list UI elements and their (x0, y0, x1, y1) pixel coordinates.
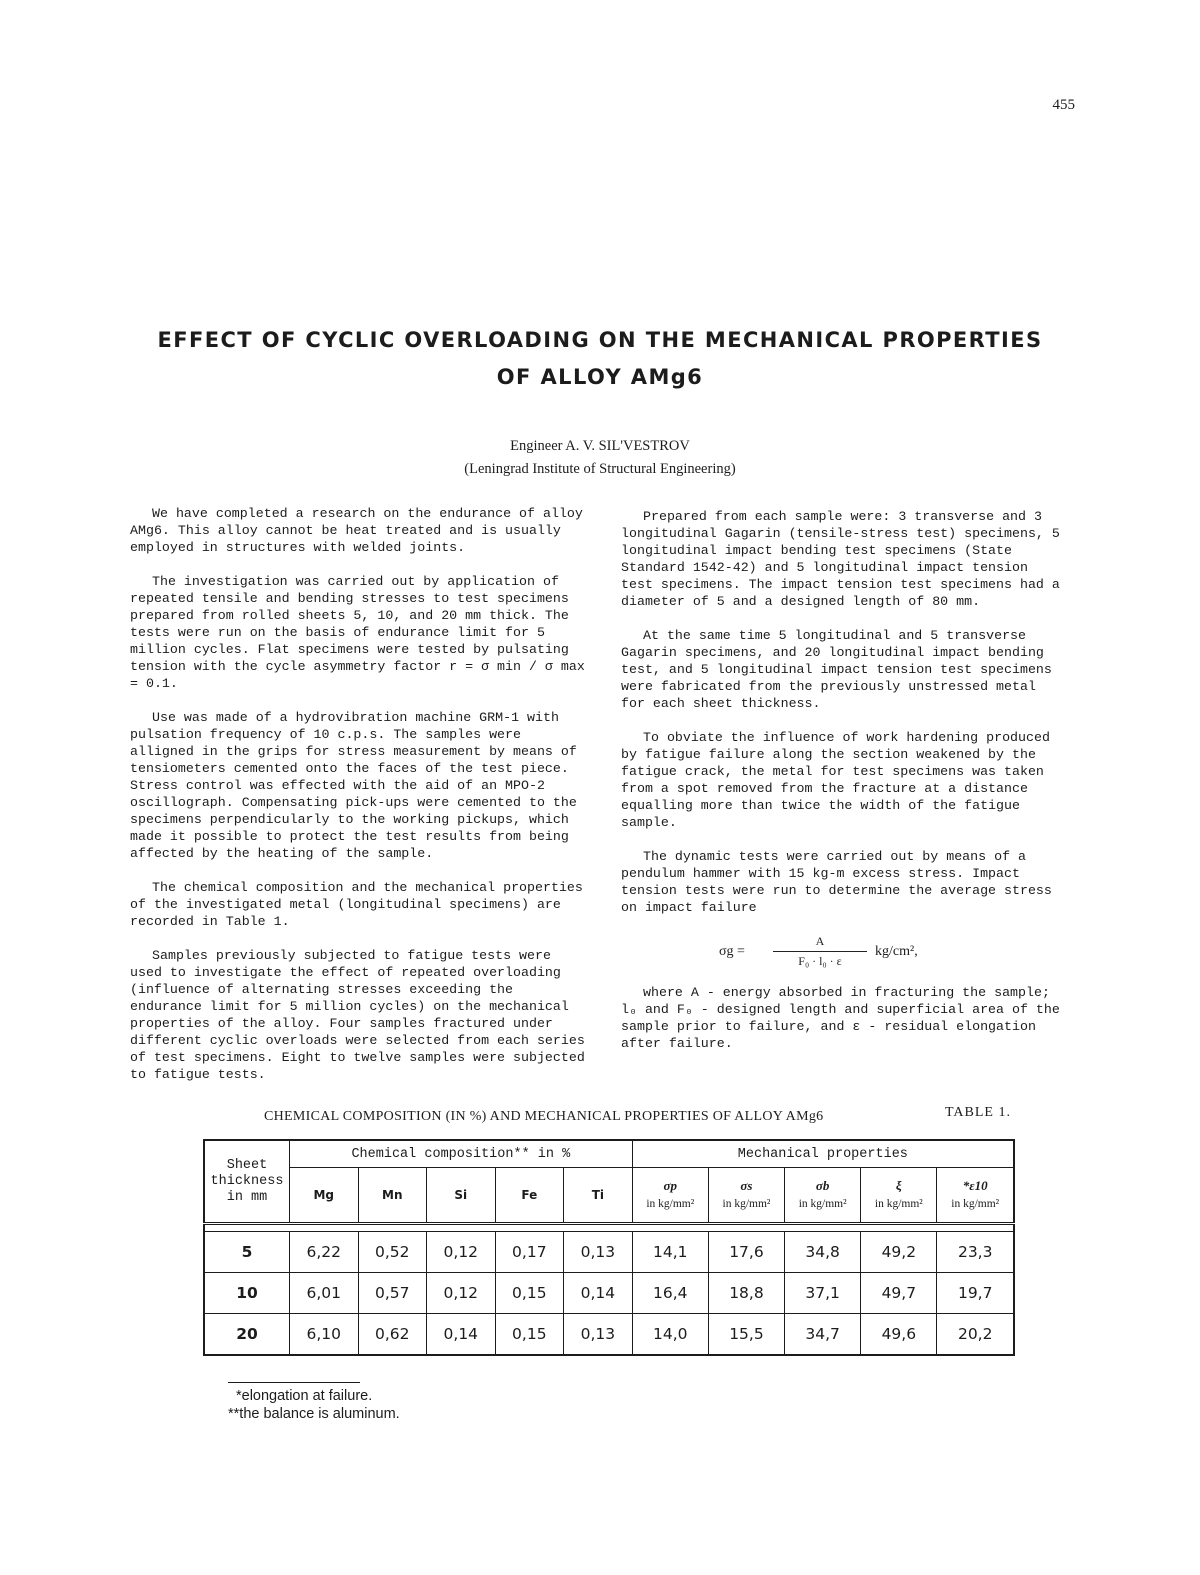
thickness-cell: 5 (204, 1232, 290, 1273)
left-column (130, 505, 585, 1100)
table-row (204, 1273, 1014, 1314)
value-cell: 0,62 (358, 1314, 427, 1356)
thickness-cell: 10 (204, 1273, 290, 1314)
element-header: Mg (290, 1168, 359, 1224)
paragraph: To obviate the influence of work hardening produced by fatigue failure along the section weakened by the fatigue crack, the metal for test specimens was taken from a spot removed from the fracture at a distance equalling more than twice the width of the fatigue sample. (621, 730, 1050, 830)
paragraph: Prepared from each sample were: 3 transverse and 3 longitudinal Gagarin (tensile-stress test) specimens, 5 longitudinal impact bending test specimens (State Standard 1542-42) and 5 longitudinal impact tension test specimens. The impact tension test specimens had a diameter of 5 and a designed length of 80 mm. (621, 509, 1060, 609)
table-caption: CHEMICAL COMPOSITION (IN %) AND MECHANICAL PROPERTIES OF ALLOY AMg6 (264, 1109, 824, 1124)
formula-rhs: kg/cm², (875, 944, 918, 959)
value-cell: 0,52 (358, 1232, 427, 1273)
value-cell: 0,15 (495, 1273, 564, 1314)
value-cell: 49,7 (861, 1273, 937, 1314)
table-spacer (204, 1224, 1014, 1232)
mech-unit: in kg/mm² (646, 1198, 695, 1210)
element-header: Mn (358, 1168, 427, 1224)
element-header: Ti (564, 1168, 633, 1224)
page-number: 455 (1052, 97, 1075, 113)
value-cell: 0,13 (564, 1314, 633, 1356)
value-cell: 15,5 (708, 1314, 784, 1356)
stress-formula (621, 933, 1066, 967)
formula-lhs: σg = (719, 944, 745, 959)
table-label: TABLE 1. (945, 1105, 1011, 1120)
spacer-cell (204, 1224, 1014, 1232)
value-cell: 0,13 (564, 1232, 633, 1273)
formula-denominator: F₀ · l₀ · ε (798, 954, 842, 968)
mech-header: Mechanical properties (632, 1140, 1014, 1168)
mech-unit: in kg/mm² (874, 1198, 923, 1210)
mech-column-header (937, 1168, 1014, 1224)
mech-column-header (785, 1168, 861, 1224)
title-line-1: EFFECT OF CYCLIC OVERLOADING ON THE MECHANICAL PROPERTIES (157, 328, 1043, 352)
paragraph: At the same time 5 longitudinal and 5 transverse Gagarin specimens, and 20 longitudinal impact bending test, and 5 longitudinal impact tension test specimens were fabricated from the previously unstressed metal for each sheet thickness. (621, 628, 1052, 711)
footnote-rule (228, 1382, 360, 1383)
formula-fraction (773, 933, 867, 970)
value-cell: 6,10 (290, 1314, 359, 1356)
value-cell: 0,17 (495, 1232, 564, 1273)
value-cell: 14,0 (632, 1314, 708, 1356)
value-cell: 37,1 (785, 1273, 861, 1314)
value-cell: 6,01 (290, 1273, 359, 1314)
value-cell: 16,4 (632, 1273, 708, 1314)
subheader-row (204, 1168, 1014, 1224)
mech-symbol: ξ (895, 1178, 902, 1193)
thickness-header: Sheet thickness in mm (204, 1140, 290, 1224)
mech-symbol: *ε10 (962, 1178, 988, 1193)
value-cell: 0,14 (564, 1273, 633, 1314)
element-header: Fe (495, 1168, 564, 1224)
author: Engineer A. V. SIL'VESTROV (510, 438, 690, 454)
footnote-2: **the balance is aluminum. (228, 1406, 400, 1422)
value-cell: 0,12 (427, 1273, 496, 1314)
value-cell: 20,2 (937, 1314, 1014, 1356)
footnote-1: *elongation at failure. (236, 1388, 373, 1404)
element-header: Si (427, 1168, 496, 1224)
mech-symbol: σs (740, 1178, 753, 1193)
mech-unit: in kg/mm² (798, 1198, 847, 1210)
value-cell: 17,6 (708, 1232, 784, 1273)
value-cell: 49,6 (861, 1314, 937, 1356)
paragraph: The investigation was carried out by application of repeated tensile and bending stresses to test specimens prepared from rolled sheets 5, 10, and 20 mm thick. The tests were run on the basis of endurance limit for 5 million cycles. Flat specimens were tested by pulsating tension with the cycle asymmetry factor r = σ min / σ max = 0.1. (130, 574, 585, 691)
mech-column-header (708, 1168, 784, 1224)
mech-unit: in kg/mm² (951, 1198, 1000, 1210)
mech-unit: in kg/mm² (722, 1198, 771, 1210)
value-cell: 0,15 (495, 1314, 564, 1356)
article-title (130, 322, 1070, 396)
properties-table (203, 1139, 1015, 1356)
paragraph: The chemical composition and the mechanical properties of the investigated metal (longitudinal specimens) are recorded in Table 1. (130, 880, 583, 929)
table-row (204, 1232, 1014, 1273)
formula-numerator: A (773, 933, 867, 952)
value-cell: 14,1 (632, 1232, 708, 1273)
chem-header: Chemical composition** in % (290, 1140, 633, 1168)
value-cell: 49,2 (861, 1232, 937, 1273)
table-row (204, 1314, 1014, 1356)
value-cell: 23,3 (937, 1232, 1014, 1273)
value-cell: 19,7 (937, 1273, 1014, 1314)
paragraph: The dynamic tests were carried out by means of a pendulum hammer with 15 kg-m excess stress. Impact tension tests were run to determine the average stress on impact failure (621, 849, 1052, 915)
title-line-2: OF ALLOY AMg6 (496, 365, 704, 389)
value-cell: 0,12 (427, 1232, 496, 1273)
mech-symbol: σp (663, 1178, 678, 1193)
value-cell: 18,8 (708, 1273, 784, 1314)
affiliation: (Leningrad Institute of Structural Engineering) (464, 461, 736, 477)
value-cell: 0,14 (427, 1314, 496, 1356)
paragraph: Samples previously subjected to fatigue tests were used to investigate the effect of repeated overloading (influence of alternating stresses exceeding the endurance limit for 5 million cycles) on the mechanical properties of the alloy. Four samples fractured under different cyclic overloads were selected from each series of test specimens. Eight to twelve samples were subjected to fatigue tests. (130, 948, 585, 1082)
value-cell: 6,22 (290, 1232, 359, 1273)
table-body (204, 1224, 1014, 1356)
value-cell: 34,7 (785, 1314, 861, 1356)
paragraph: Use was made of a hydrovibration machine GRM-1 with pulsation frequency of 10 c.p.s. The samples were alligned in the grips for stress measurement by means of tensiometers cemented onto the faces of the test piece. Stress control was effected with the aid of an MPO-2 oscillograph. Compensating pick-ups were cemented to the specimens perpendicularly to the working pickups, which made it possible to protect the test results from being affected by the heating of the sample. (130, 710, 577, 861)
value-cell: 34,8 (785, 1232, 861, 1273)
mech-column-header (632, 1168, 708, 1224)
mech-symbol: σb (815, 1178, 830, 1193)
thickness-cell: 20 (204, 1314, 290, 1356)
right-column (621, 508, 1066, 1069)
value-cell: 0,57 (358, 1273, 427, 1314)
mech-column-header (861, 1168, 937, 1224)
paragraph: We have completed a research on the endurance of alloy AMg6. This alloy cannot be heat treated and is usually employed in structures with welded joints. (130, 506, 583, 555)
paragraph: where A - energy absorbed in fracturing the sample; l₀ and F₀ - designed length and superficial area of the sample prior to failure, and ε - residual elongation after failure. (621, 985, 1060, 1051)
